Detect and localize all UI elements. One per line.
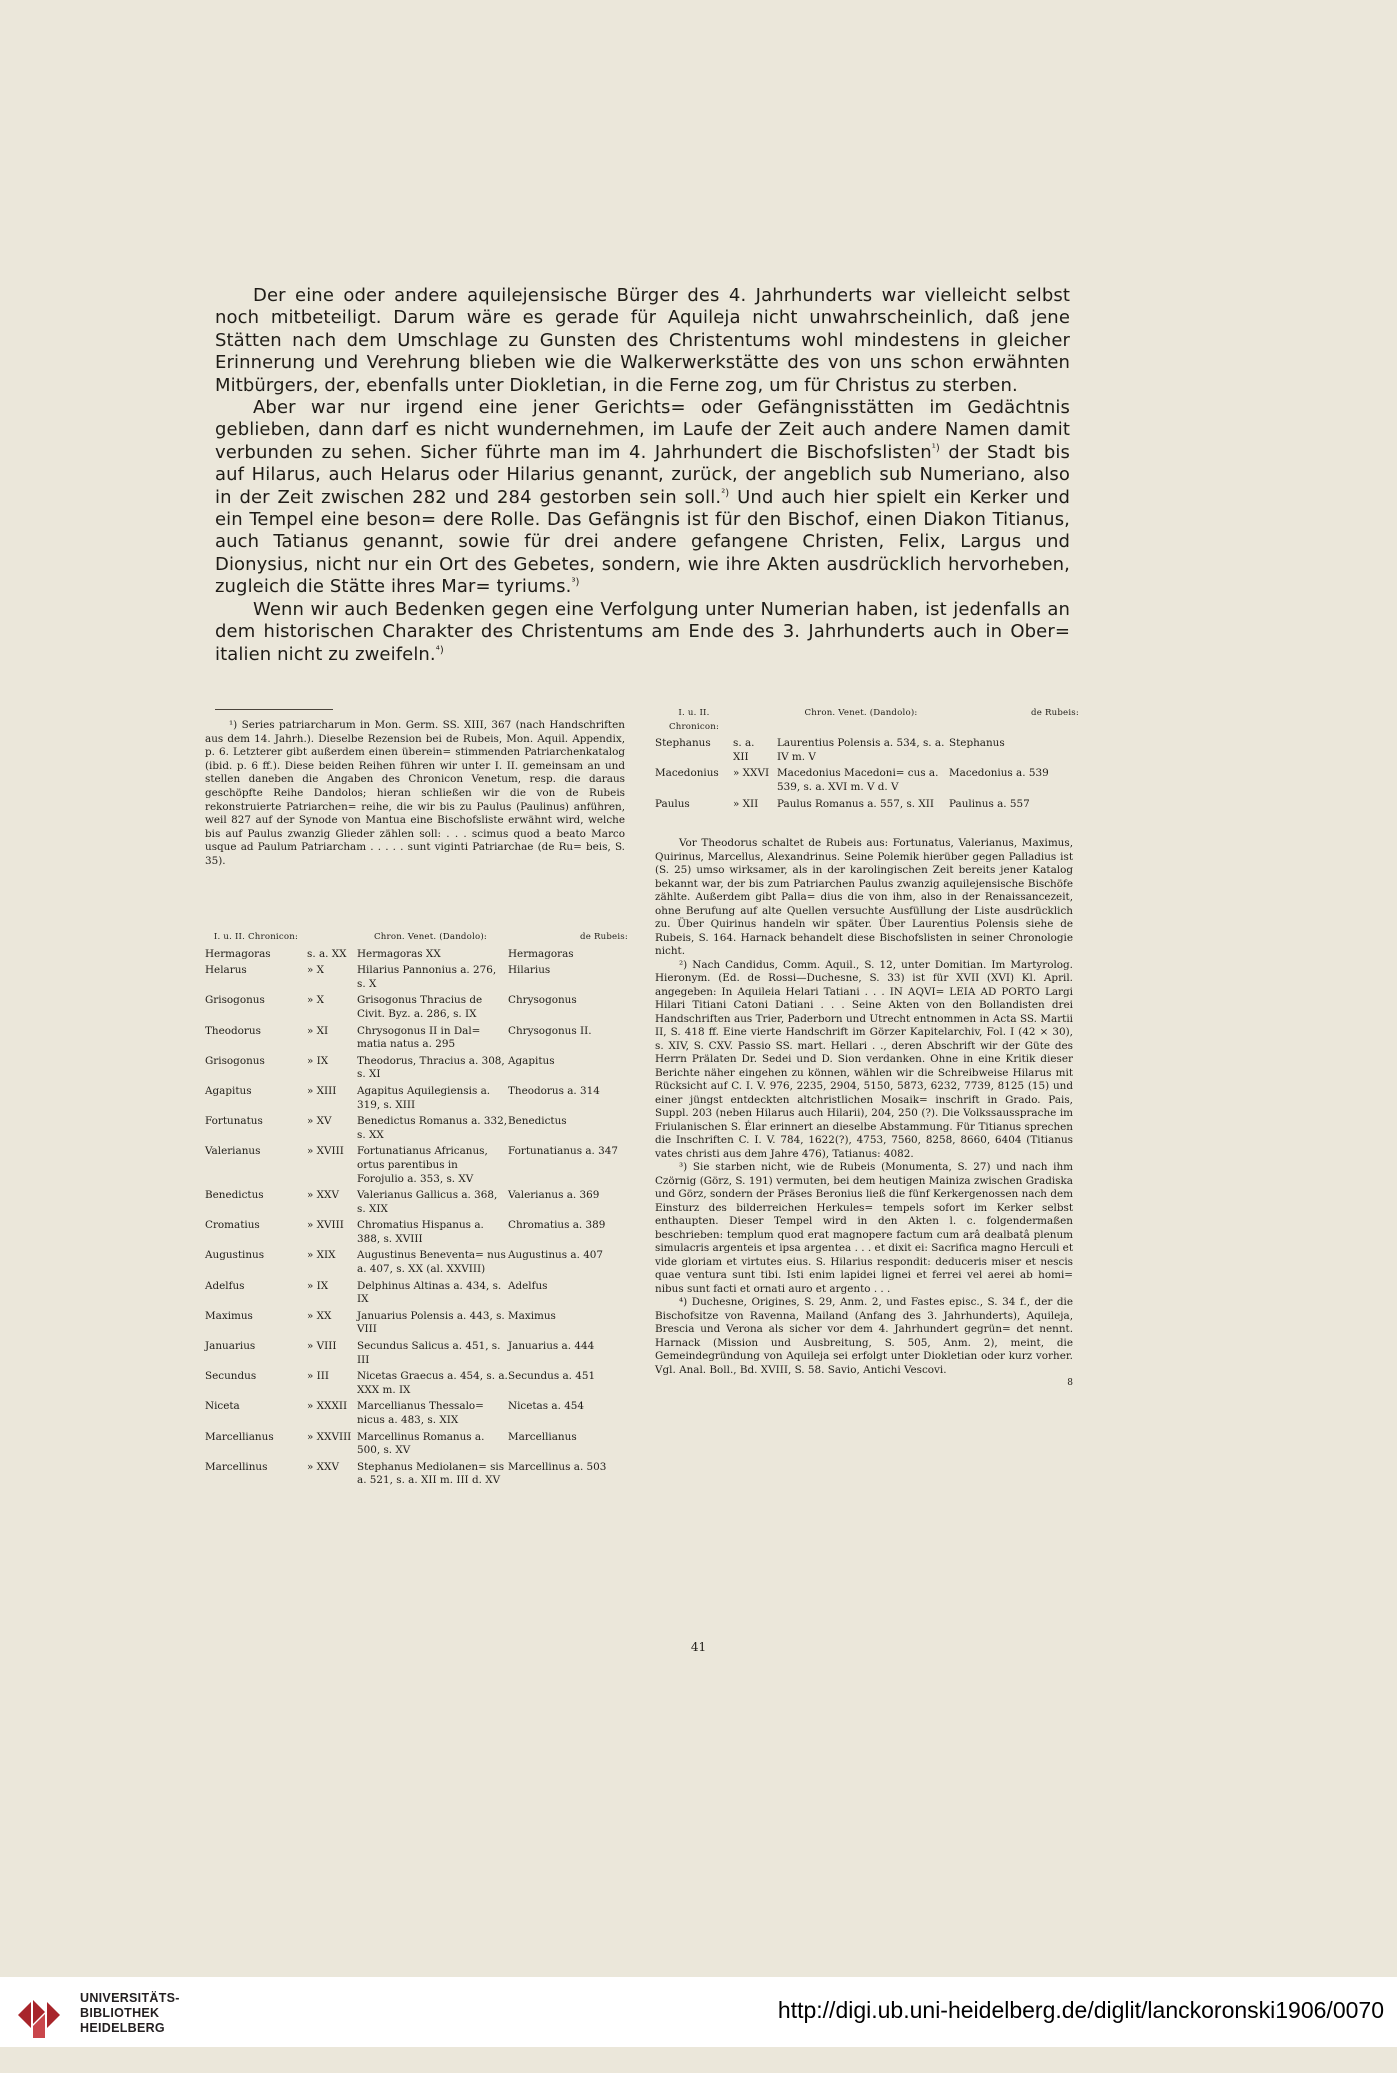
footnotes-right-column [655,837,1073,1391]
table-row [205,1340,630,1367]
header-dandolo: Chron. Venet. (Dandolo): [804,708,918,718]
page-number: 41 [690,1640,707,1654]
cell-rubeis: Marcellianus [508,1430,577,1443]
cell-years: » XXVI [733,767,770,780]
signature-mark: 8 [1067,1378,1073,1388]
permalink-url[interactable]: http://digi.ub.uni-heidelberg.de/diglit/lanckoronski1906/0070 [777,1997,1384,2023]
library-name-line-1: UNIVERSITÄTS- [80,1991,180,2005]
table-body [655,737,1080,811]
cell-dandolo: Hermagoras XX [357,947,441,960]
footnote-2: ²) Nach Candidus, Comm. Aquil., S. 12, unter Domitian. Im Martyrolog. Hieronym. (Ed. de Rossi—Duchesne, S. 33) ist für XVII (XVI) Kl. April. angegeben: In Aquileia Helari Tatiani . . . IN AQVI= LEIA AD PORTO Largi Hilari Titiani Catoni Datiani . . . Seine Akten von den Bollandisten drei Handschriften aus Trier, Paderborn und Utrecht entnommen in Acta SS. Martii II, S. 418 ff. Eine vierte Handschrift im Görzer Kapitelarchiv, Fol. I (42 × 30), s. XIV, S. CXV. Passio SS. mart. Hellari . ., deren Abschrift wir der Güte des Herrn Prälaten Dr. Sedei und D. Sion verdanken. Ohne in eine Kritik dieser Berichte näher eingehen zu können, wählen wir die Schreibweise Hilarus mit Rücksicht auf C. I. V. 976, 2235, 2904, 5150, 5873, 6232, 7739, 8125 (15) und einer jüngst entdeckten altchristlichen Mosaik= inschrift in Grado. Pais, Suppl. 203 (neben Hilarus auch Hilarii), 204, 250 (?). Die Volkssaussprache im Friulanischen S. Élar erinnert an dieselbe Abstammung. Für Titianus sprechen die Inschriften C. I. V. 784, 1622(?), 4753, 7560, 8258, 8660, 6404 (Titianus vates christi aus dem Jahre 476), Tatianus: 4082. [655,958,1073,1160]
header-rubeis: de Rubeis: [580,932,628,942]
footnote-ref-1[interactable]: ¹) [931,442,940,454]
patriarch-table-left [205,931,630,1491]
footnote-1-continued: Vor Theodorus schaltet de Rubeis aus: Fortunatus, Valerianus, Maximus, Quirinus, Marcellus, Alexandrinus. Seine Polemik hierüber gegen Palladius ist (S. 25) umso wirksamer, als in der karolingischen Zeit bereits jener Katalog bekannt war, der bis zum Patriarchen Paulus zwanzig aquilejensische Bischöfe zählte. Außerdem gibt Palla= dius die von ihm, also in der Renaissancezeit, ohne Berufung auf alte Quellen versuchte Ausfüllung der Liste ausdrücklich zu. Über Quirinus handeln wir später. Über Laurentius Polensis siehe de Rubeis, S. 164. Harnack behandelt diese Bischofslisten in seiner Chronologie nicht. [655,837,1073,957]
cell-rubeis: Maximus [508,1309,556,1322]
cell-name: Cromatius [205,1219,260,1232]
cell-rubeis: Chromatius a. 389 [508,1219,606,1232]
cell-years: » X [307,964,325,977]
cell-name: Valerianus [205,1145,261,1158]
cell-name: Secundus [205,1370,257,1383]
cell-rubeis: Chrysogonus [508,994,577,1007]
cell-rubeis: Hermagoras [508,947,574,960]
university-library-logo-icon[interactable] [14,1990,64,2040]
cell-dandolo: Chrysogonus II in Dal= matia natus a. 295 [357,1024,481,1051]
table-header [205,931,630,945]
library-footer-bar [0,1977,1397,2047]
cell-dandolo: Marcellianus Thessalo= nicus a. 483, s. XIX [357,1400,484,1426]
paragraph-2-part-a: Aber war nur irgend eine jener Gerichts= oder Gefängnisstätten im Gedächtnis geblieben, dann darf es nicht wundernehmen, im Laufe der Zeit auch andere Namen damit verbunden zu sehen. Sicher führte man im 4. Jahrhundert die Bischofslisten [215,397,1070,463]
table-row [205,1249,630,1276]
cell-name: Fortunatus [205,1115,263,1128]
cell-dandolo: Theodorus, Thracius a. 308, s. XI [357,1054,505,1081]
cell-name: Stephanus [655,737,711,750]
cell-rubeis: Agapitus [508,1054,555,1067]
cell-dandolo: Secundus Salicus a. 451, s. III [357,1340,501,1366]
table-row [205,1461,630,1488]
table-row [205,1310,630,1337]
cell-years: » XXXII [307,1400,348,1413]
cell-name: Macedonius [655,767,719,780]
cell-dandolo: Benedictus Romanus a. 332, s. XX [357,1115,508,1141]
cell-dandolo: Hilarius Pannonius a. 276, s. X [357,964,497,990]
cell-name: Niceta [205,1400,240,1413]
table-row [205,1219,630,1246]
table-row [205,1145,630,1186]
table-row [205,1025,630,1052]
table-row [205,1431,630,1458]
cell-years: » IX [307,1279,329,1292]
table-row [205,994,630,1021]
table-row [205,1115,630,1142]
footnote-rule [215,709,333,710]
cell-name: Paulus [655,797,690,810]
cell-name: Januarius [205,1340,256,1353]
cell-dandolo: Chromatius Hispanus a. 388, s. XVIII [357,1219,484,1245]
cell-years: s. a. XX [307,947,347,960]
patriarch-table-right [655,707,1080,814]
header-chronicon: I. u. II. Chronicon: [668,708,720,732]
cell-years: » III [307,1370,329,1383]
cell-years: » XX [307,1309,332,1322]
cell-years: » XXV [307,1460,339,1473]
table-row [205,1189,630,1216]
paragraph-2 [215,397,1070,599]
cell-name: Theodorus [205,1024,261,1037]
table-row [655,767,1080,794]
cell-dandolo: Fortunatianus Africanus, ortus parentibus in Forojulio a. 353, s. XV [357,1145,488,1185]
cell-dandolo: Valerianus Gallicus a. 368, s. XIX [357,1189,498,1215]
cell-years: » IX [307,1054,329,1067]
footnote-ref-3[interactable]: ³) [571,577,580,589]
cell-rubeis: Valerianus a. 369 [508,1189,600,1202]
cell-name: Hermagoras [205,947,271,960]
table-row [205,1370,630,1397]
cell-name: Helarus [205,964,247,977]
paragraph-2-part-c: Und auch hier spielt ein Kerker und ein Tempel eine beson= dere Rolle. Das Gefängnis ist für den Bischof, einen Diakon Titianus, auch Tatianus genannt, sowie für drei andere gefangene Christen, Felix, Largus und Dionysius, nicht nur ein Ort des Gebetes, sondern, wie ihre Akten ausdrücklich hervorheben, zugleich die Stätte ihres Mar= tyriums. [215,486,1070,598]
cell-name: Grisogonus [205,994,265,1007]
header-rubeis: de Rubeis: [1031,708,1079,718]
cell-dandolo: Marcellinus Romanus a. 500, s. XV [357,1430,485,1457]
footnote-4: ⁴) Duchesne, Origines, S. 29, Anm. 2, und Fastes episc., S. 34 f., der die Bischofsitze von Ravenna, Mailand (Anfang des 3. Jahrhunderts), Aquileja, Brescia und Verona als sicher vor dem 4. Jahrhundert gegrün= det nennt. Harnack (Mission und Ausbreitung, S. 505, Anm. 2), meint, die Gemeindegründung von Aquileja sei erfolgt unter Diokletian oder kurz vorher. Vgl. Anal. Boll., Bd. XVIII, S. 58. Savio, Antichi Vescovi. [655,1296,1073,1376]
table-row [205,1085,630,1112]
cell-dandolo: Laurentius Polensis a. 534, s. a. IV m. V [777,737,945,763]
cell-rubeis: Fortunatianus a. 347 [508,1145,618,1158]
cell-years: » XVIII [307,1145,344,1158]
cell-dandolo: Stephanus Mediolanen= sis a. 521, s. a. XII m. III d. XV [357,1460,505,1487]
table-row [205,1400,630,1427]
cell-name: Augustinus [205,1249,265,1262]
cell-rubeis: Macedonius a. 539 [949,767,1049,780]
cell-rubeis: Benedictus [508,1115,567,1128]
cell-years: » XI [307,1024,329,1037]
cell-rubeis: Secundus a. 451 [508,1370,596,1383]
cell-dandolo: Paulus Romanus a. 557, s. XII [777,797,934,810]
library-name-line-2: BIBLIOTHEK [80,2006,160,2020]
cell-dandolo: Grisogonus Thracius de Civit. Byz. a. 286, s. IX [357,994,483,1020]
cell-name: Maximus [205,1309,253,1322]
cell-years: » XIX [307,1249,336,1262]
paragraph-3 [215,599,1070,666]
cell-rubeis: Adelfus [508,1279,548,1292]
cell-rubeis: Marcellinus a. 503 [508,1460,607,1473]
cell-dandolo: Nicetas Graecus a. 454, s. a. XXX m. IX [357,1370,508,1396]
cell-years: s. a. XII [733,737,755,763]
footnote-ref-4[interactable]: ⁴) [435,644,444,656]
cell-years: » XV [307,1115,332,1128]
cell-years: » XIII [307,1084,337,1097]
cell-dandolo: Augustinus Beneventa= nus a. 407, s. XX (al. XXVIII) [357,1249,506,1276]
cell-name: Agapitus [205,1084,252,1097]
cell-rubeis: Januarius a. 444 [508,1340,595,1353]
cell-dandolo: Delphinus Altinas a. 434, s. IX [357,1279,502,1306]
paragraph-3-text: Wenn wir auch Bedenken gegen eine Verfolgung unter Numerian haben, ist jedenfalls an dem historischen Charakter des Christentums am Ende des 3. Jahrhunderts auch in Ober= italien nicht zu zweifeln. [215,598,1070,665]
paragraph-1: Der eine oder andere aquilejensische Bürger des 4. Jahrhunderts war vielleicht selbst noch mitbeteiligt. Darum wäre es gerade für Aquileja nicht unwahrscheinlich, daß jene Stätten nach dem Umschlage zu Gunsten des Christentums wohl mindestens in gleicher Erinnerung und Verehrung blieben wie die Walkerwerkstätte des von uns schon erwähnten Mitbürgers, der, ebenfalls unter Diokletian, in die Ferne zog, um für Christus zu sterben. [215,285,1070,396]
header-spacer [733,707,773,734]
cell-name: Marcellinus [205,1460,268,1473]
table-row [205,1055,630,1082]
cell-name: Marcellianus [205,1430,274,1443]
cell-name: Grisogonus [205,1054,265,1067]
cell-rubeis: Hilarius [508,964,551,977]
table-header [655,707,1080,734]
header-dandolo: Chron. Venet. (Dandolo): [374,932,487,942]
footnote-1 [205,719,625,869]
header-chronicon: I. u. II. Chronicon: [213,932,299,942]
footnote-1-text: ¹) Series patriarcharum in Mon. Germ. SS. XIII, 367 (nach Handschriften aus dem 14. Jahrh.). Dieselbe Rezension bei de Rubeis, Mon. Aquil. Appendix, p. 6. Letzterer gibt außerdem einen überein= stimmenden Patriarchenkatalog (ibid. p. 6 ff.). Diese beiden Reihen führen wir unter I. II. gemeinsam an und stellen daneben die Angaben des Chronicon Venetum, resp. die daraus geschöpfte Reihe Dandolos; hieran schließen wir die von de Rubeis rekonstruierte Patriarchen= reihe, die wir bis zu Paulus (Paulinus) anführen, weil 827 auf der Synode von Mantua eine Bischofsliste erwähnt wird, welche bis auf Paulus zwanzig Glieder zählen soll: . . . scimus quod a beato Marco usque ad Paulum Patriarcham . . . . . sunt viginti Patriarchae (de Ru= beis, S. 35). [205,719,625,867]
cell-years: » XXVIII [307,1430,352,1443]
cell-years: » XII [733,797,759,810]
footnote-ref-2[interactable]: ²) [721,487,730,499]
header-spacer [307,931,353,945]
cell-rubeis: Stephanus [949,737,1005,750]
table-row [205,948,630,962]
cell-rubeis: Nicetas a. 454 [508,1400,585,1413]
cell-years: » X [307,994,325,1007]
cell-rubeis: Paulinus a. 557 [949,797,1030,810]
library-name-line-3: HEIDELBERG [80,2021,165,2035]
main-text [215,285,1070,666]
cell-rubeis: Chrysogonus II. [508,1024,592,1037]
cell-name: Adelfus [205,1279,245,1292]
cell-dandolo: Januarius Polensis a. 443, s. VIII [357,1309,505,1336]
cell-rubeis: Theodorus a. 314 [508,1084,600,1097]
footnote-3: ³) Sie starben nicht, wie de Rubeis (Monumenta, S. 27) und nach ihm Czörnig (Görz, S. 191) vermuten, bei dem heutigen Mainiza zwischen Gradiska und Görz, sondern der Präses Beronius ließ die fünf Kerkergenossen nach dem Einsturz des bilderreichen Herkules= tempels sofort im Kerker selbst enthaupten. Dieser Tempel wird in den Akten l. c. folgendermaßen beschrieben: templum quod erat magnopere factum cum arâ dealbatâ plenum simulacris argenteis et ipsa argentea . . . et dixit ei: Sacrifica magno Herculi et vide gloriam et virtutes eius. S. Hilarius respondit: deduceris miser et nescis quae ventura sunt tibi. Isti enim lapidei lignei et ferrei vel aerei ab homi= nibus sunt facti et ornati auro et argento . . . [655,1161,1073,1295]
table-row [205,964,630,991]
table-row [655,737,1080,764]
cell-years: » VIII [307,1340,337,1353]
cell-years: » XVIII [307,1219,344,1232]
cell-years: » XXV [307,1189,339,1202]
paragraph-2-part-b: der Stadt bis auf Hilarus, auch Helarus oder Hilarius genannt, zurück, der angeblich sub Numeriano, also in der Zeit zwischen 282 und 284 gestorben sein soll. [215,441,1070,508]
cell-dandolo: Macedonius Macedoni= cus a. 539, s. a. XVI m. V d. V [777,767,939,793]
cell-rubeis: Augustinus a. 407 [508,1249,604,1262]
library-name[interactable] [80,1991,180,2036]
table-row [655,798,1080,812]
table-row [205,1280,630,1307]
table-body [205,948,630,1488]
cell-dandolo: Agapitus Aquilegiensis a. 319, s. XIII [357,1084,491,1111]
cell-name: Benedictus [205,1189,264,1202]
